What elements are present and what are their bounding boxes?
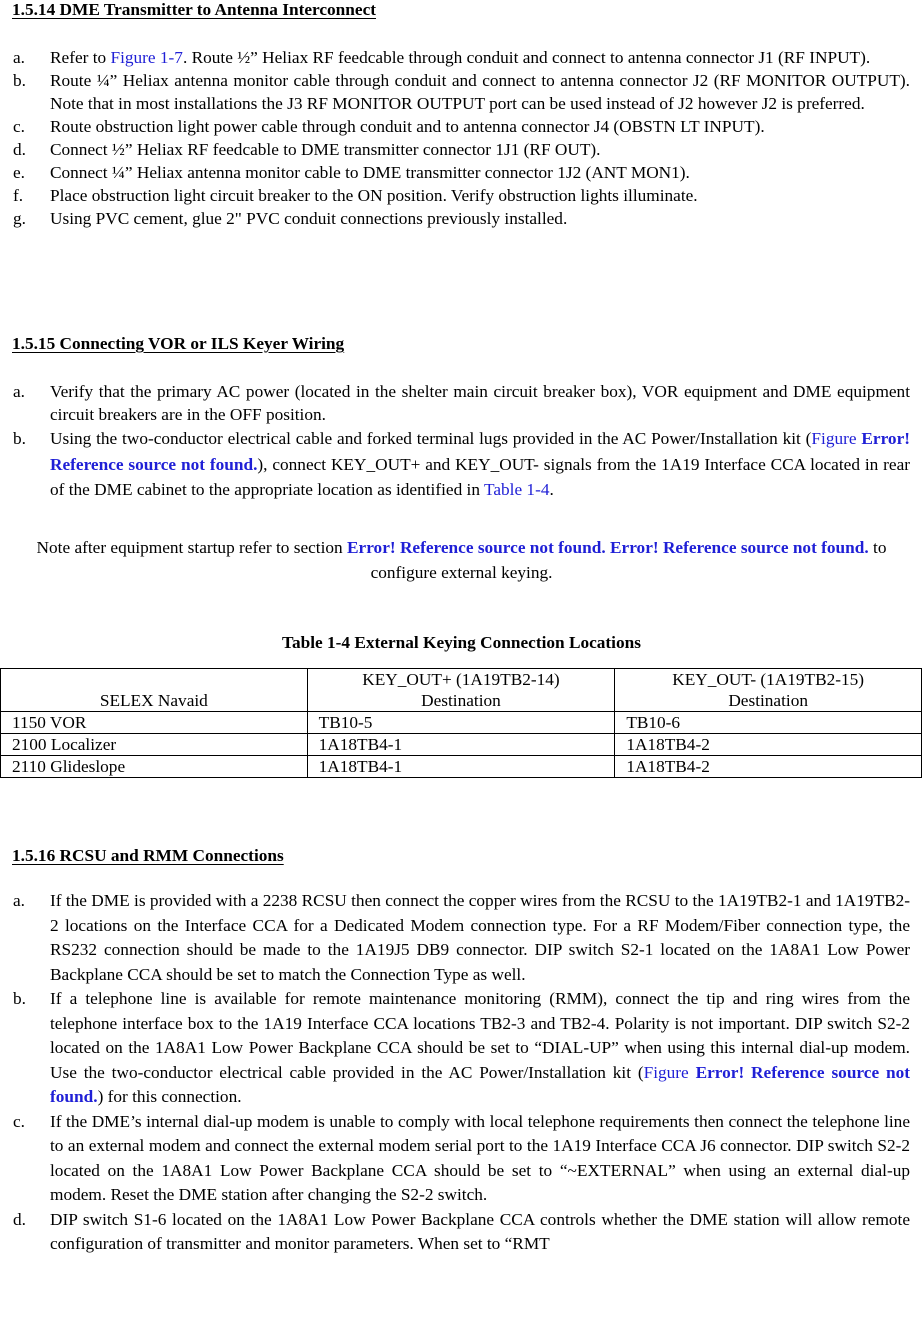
table-header-row	[1, 669, 922, 712]
step-1515-a: a. Verify that the primary AC power (located in the shelter main circuit breaker box), VOR equipment and DME equipment circuit breakers are in the OFF position.	[13, 382, 910, 424]
keying-note: Note after equipment startup refer to section Error! Reference source not found. Error! Reference source not found. to configure external keying.	[36, 538, 887, 582]
keying-table	[0, 668, 922, 778]
step-1514-a: a. Refer to Figure 1-7. Route ½” Heliax RF feedcable through conduit and connect to antenna connector J1 (RF INPUT).	[13, 48, 871, 67]
step-1514-b: b. Route ¼” Heliax antenna monitor cable through conduit and connect to antenna connector J2 (RF MONITOR OUTPUT). Note that in most installations the J3 RF MONITOR OUTPUT port can be used instead of J2 however J2 is preferred.	[13, 71, 910, 113]
step-1514-e: e. Connect ¼” Heliax antenna monitor cable to DME transmitter connector 1J2 (ANT MON1).	[13, 163, 690, 182]
header-navaid: SELEX Navaid	[1, 669, 308, 712]
figure-1-7-link[interactable]: Figure 1-7	[110, 48, 183, 67]
heading-1-5-15: 1.5.15 Connecting VOR or ILS Keyer Wiring	[12, 334, 345, 353]
list-1-5-15	[0, 380, 923, 503]
list-1-5-14	[0, 46, 923, 230]
step-1516-a: a. If the DME is provided with a 2238 RCSU then connect the copper wires from the RCSU to the 1A19TB2-1 and 1A19TB2-2 locations on the Interface CCA for a Dedicated Modem connection type. For a RF Modem/Fiber connection type, the RS232 connection should be made to the 1A19J5 DB9 connector. DIP switch S2-1 located on the 1A8A1 Low Power Backplane CCA should be set to match the Connection Type as well.	[13, 891, 910, 984]
table-row: 1150 VOR TB10-5 TB10-6	[1, 712, 922, 734]
step-1516-d: d. DIP switch S1-6 located on the 1A8A1 Low Power Backplane CCA controls whether the DME station will allow remote configuration of transmitter and monitor parameters. When set to “RMT	[13, 1209, 910, 1253]
broken-section-reference[interactable]: Error! Reference source not found. Error! Reference source not found.	[347, 538, 869, 557]
heading-1-5-16: 1.5.16 RCSU and RMM Connections	[12, 846, 284, 865]
table-row: 2110 Glideslope 1A18TB4-1 1A18TB4-2	[1, 756, 922, 778]
step-1514-g: g. Using PVC cement, glue 2" PVC conduit connections previously installed.	[13, 209, 568, 228]
heading-1-5-14: 1.5.14 DME Transmitter to Antenna Interconnect	[12, 0, 377, 19]
step-1514-c: c. Route obstruction light power cable through conduit and to antenna connector J4 (OBSTN LT INPUT).	[13, 117, 765, 136]
header-key-out-plus: KEY_OUT+ (1A19TB2-14) Destination	[307, 669, 615, 712]
step-1514-d: d. Connect ½” Heliax RF feedcable to DME transmitter connector 1J1 (RF OUT).	[13, 140, 601, 159]
step-1514-f: f. Place obstruction light circuit breaker to the ON position. Verify obstruction lights illuminate.	[13, 186, 698, 205]
step-1516-b: b. If a telephone line is available for remote maintenance monitoring (RMM), connect the tip and ring wires from the telephone interface box to the 1A19 Interface CCA locations TB2-3 and TB2-4. Polarity is not important. DIP switch S2-2 located on the 1A8A1 Low Power Backplane CCA should be set to “DIAL-UP” when using this internal dial-up modem. Use the two-conductor electrical cable provided in the AC Power/Installation kit (Figure Error! Reference source not found.) for this connection.	[13, 989, 910, 1106]
table-row: 2100 Localizer 1A18TB4-1 1A18TB4-2	[1, 734, 922, 756]
table-1-4-link[interactable]: Table 1-4	[483, 480, 550, 499]
header-key-out-minus: KEY_OUT- (1A19TB2-15) Destination	[615, 669, 922, 712]
table-caption: Table 1-4 External Keying Connection Locations	[282, 633, 641, 652]
broken-reference-link[interactable]: Error! Reference source not found.	[50, 1062, 910, 1106]
list-1-5-16	[0, 889, 923, 1257]
step-1515-b: b. Using the two-conductor electrical cable and forked terminal lugs provided in the AC Power/Installation kit (Figure Error! Reference source not found.), connect KEY_OUT+ and KEY_OUT- signals from the 1A19 Interface CCA located in rear of the DME cabinet to the appropriate location as identified in Table 1-4.	[13, 429, 911, 499]
broken-reference-link[interactable]: Error! Reference source not found.	[50, 429, 910, 474]
step-1516-c: c. If the DME’s internal dial-up modem is unable to comply with local telephone requirements then connect the telephone line to an external modem and connect the external modem serial port to the 1A19 Interface CCA J6 connector. DIP switch S2-2 located on the 1A8A1 Low Power Backplane CCA should be set to “~EXTERNAL” when using an external dial-up modem. Reset the DME station after changing the S2-2 switch.	[13, 1111, 910, 1204]
